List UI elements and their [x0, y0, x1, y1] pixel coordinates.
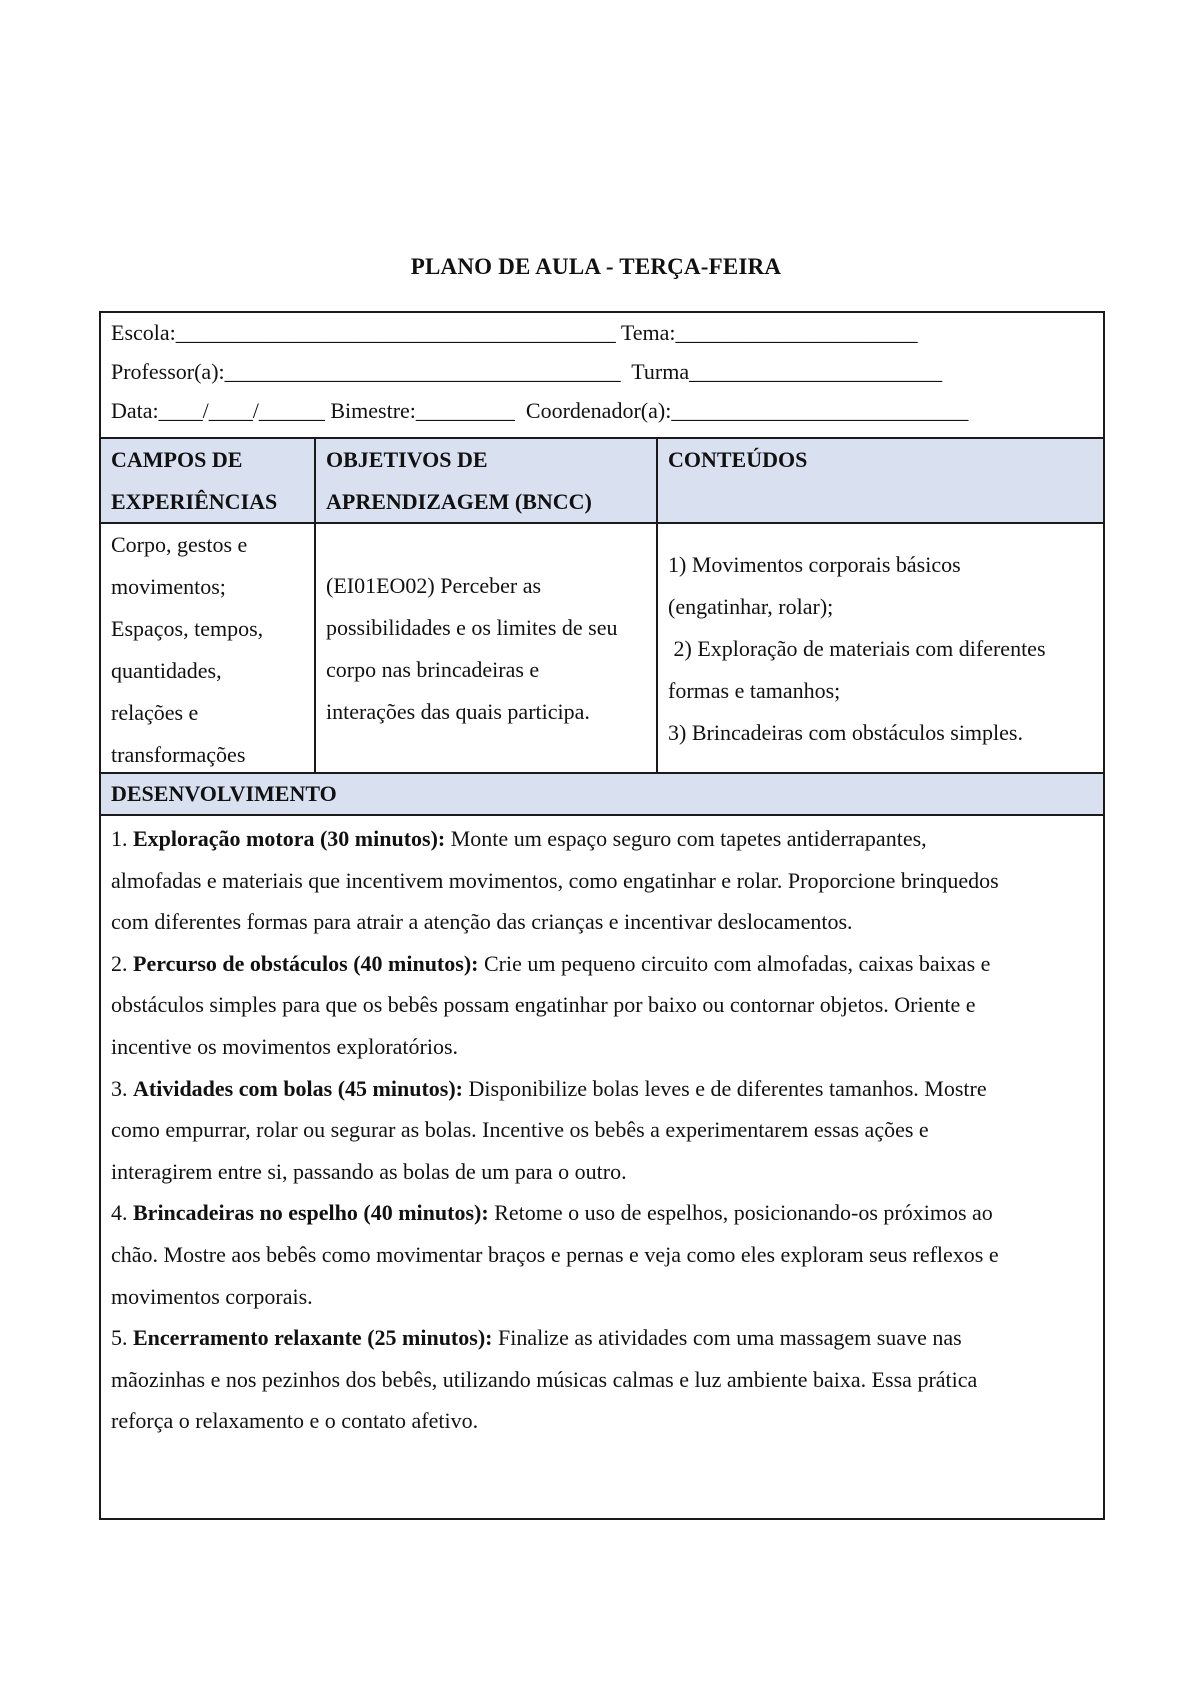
header-objetivos-line1: OBJETIVOS DE	[326, 447, 488, 472]
column-header-row	[101, 437, 1103, 522]
tema-field[interactable]: ______________________	[675, 320, 918, 345]
bimestre-field[interactable]: Bimestre:_________	[330, 398, 515, 423]
professor-label: Professor(a):	[111, 359, 225, 384]
objetivos-line: possibilidades e os limites de seu	[326, 615, 618, 640]
professor-line	[111, 357, 942, 387]
campos-line: Corpo, gestos e	[111, 532, 248, 557]
conteudos-line: 2) Exploração de materiais com diferentes	[668, 636, 1046, 661]
turma-field[interactable]: _______________________	[689, 359, 943, 384]
lesson-plan-form	[99, 311, 1105, 1520]
activity-item-5: 5. Encerramento relaxante (25 minutos): Finalize as atividades com uma massagem suave nas	[111, 1325, 962, 1351]
activity-title: Exploração motora (30 minutos):	[133, 826, 446, 851]
campos-line: transformações	[111, 742, 246, 767]
form-header	[101, 313, 1103, 439]
activity-line: almofadas e materiais que incentivem movimentos, como engatinhar e rolar. Proporcione brinquedos	[111, 867, 999, 893]
desenvolvimento-header-row	[101, 772, 1103, 816]
header-objetivos	[314, 439, 656, 522]
header-conteudos-text: CONTEÚDOS	[668, 447, 808, 472]
campos-line: Espaços, tempos,	[111, 616, 264, 641]
activity-item-4: 4. Brincadeiras no espelho (40 minutos): Retome o uso de espelhos, posicionando-os próximos ao	[111, 1200, 993, 1226]
conteudos-line: 1) Movimentos corporais básicos	[668, 552, 961, 577]
campos-cell	[101, 524, 314, 772]
campos-line: movimentos;	[111, 574, 226, 599]
header-campos	[101, 439, 314, 522]
header-conteudos	[656, 439, 1103, 522]
desenvolvimento-body	[111, 818, 1085, 1442]
activity-line: incentive os movimentos exploratórios.	[111, 1033, 459, 1059]
activity-item-2: 2. Percurso de obstáculos (40 minutos): Crie um pequeno circuito com almofadas, caixas baixas e	[111, 950, 991, 976]
activity-title: Percurso de obstáculos (40 minutos):	[133, 950, 479, 976]
activity-line: como empurrar, rolar ou segurar as bolas. Incentive os bebês a experimentarem essas ações e	[111, 1117, 929, 1143]
objetivos-line: (EI01EO02) Perceber as	[326, 573, 542, 598]
data-field[interactable]: Data:____/____/______	[111, 398, 325, 423]
header-objetivos-line2: APRENDIZAGEM (BNCC)	[326, 489, 592, 514]
escola-line	[111, 318, 918, 348]
page-title: PLANO DE AULA - TERÇA-FEIRA	[410, 254, 782, 279]
data-line	[111, 396, 968, 426]
header-campos-line2: EXPERIÊNCIAS	[111, 489, 278, 514]
conteudos-line: (engatinhar, rolar);	[668, 594, 834, 619]
conteudos-line: formas e tamanhos;	[668, 678, 841, 703]
activity-line: com diferentes formas para atrair a atenção das crianças e incentivar deslocamentos.	[111, 909, 853, 935]
activity-title: Atividades com bolas (45 minutos):	[133, 1075, 464, 1101]
activity-line: chão. Mostre aos bebês como movimentar braços e pernas e veja como eles exploram seus reflexos e	[111, 1241, 999, 1267]
objetivos-cell	[314, 524, 656, 772]
activity-line: interagirem entre si, passando as bolas de um para o outro.	[111, 1158, 627, 1184]
activity-line: movimentos corporais.	[111, 1283, 313, 1309]
turma-label: Turma	[631, 359, 690, 384]
campos-line: quantidades,	[111, 658, 222, 683]
activity-item-1: 1. Exploração motora (30 minutos): Monte um espaço seguro com tapetes antiderrapantes,	[111, 826, 927, 851]
header-campos-line1: CAMPOS DE	[111, 447, 243, 472]
conteudos-cell	[656, 524, 1103, 772]
content-row	[101, 522, 1103, 772]
escola-field[interactable]: ________________________________________	[175, 320, 616, 345]
activity-item-3: 3. Atividades com bolas (45 minutos): Disponibilize bolas leves e de diferentes tamanhos. Mostre	[111, 1075, 987, 1101]
coordenador-field[interactable]: ___________________________	[671, 398, 969, 423]
professor-field[interactable]: ____________________________________	[224, 359, 621, 384]
objetivos-line: interações das quais participa.	[326, 699, 590, 724]
activity-line: reforça o relaxamento e o contato afetivo.	[111, 1408, 479, 1434]
activity-title: Brincadeiras no espelho (40 minutos):	[133, 1200, 489, 1226]
campos-line: relações e	[111, 700, 199, 725]
escola-label: Escola:	[111, 320, 176, 345]
activity-line: mãozinhas e nos pezinhos dos bebês, utilizando músicas calmas e luz ambiente baixa. Essa prática	[111, 1366, 978, 1392]
activity-line: obstáculos simples para que os bebês possam engatinhar por baixo ou contornar objetos. Oriente e	[111, 992, 976, 1018]
tema-label: Tema:	[620, 320, 676, 345]
coordenador-label: Coordenador(a):	[525, 398, 672, 423]
conteudos-line: 3) Brincadeiras com obstáculos simples.	[668, 720, 1023, 745]
desenvolvimento-heading: DESENVOLVIMENTO	[111, 781, 337, 806]
activity-title: Encerramento relaxante (25 minutos):	[133, 1325, 493, 1351]
objetivos-line: corpo nas brincadeiras e	[326, 657, 540, 682]
